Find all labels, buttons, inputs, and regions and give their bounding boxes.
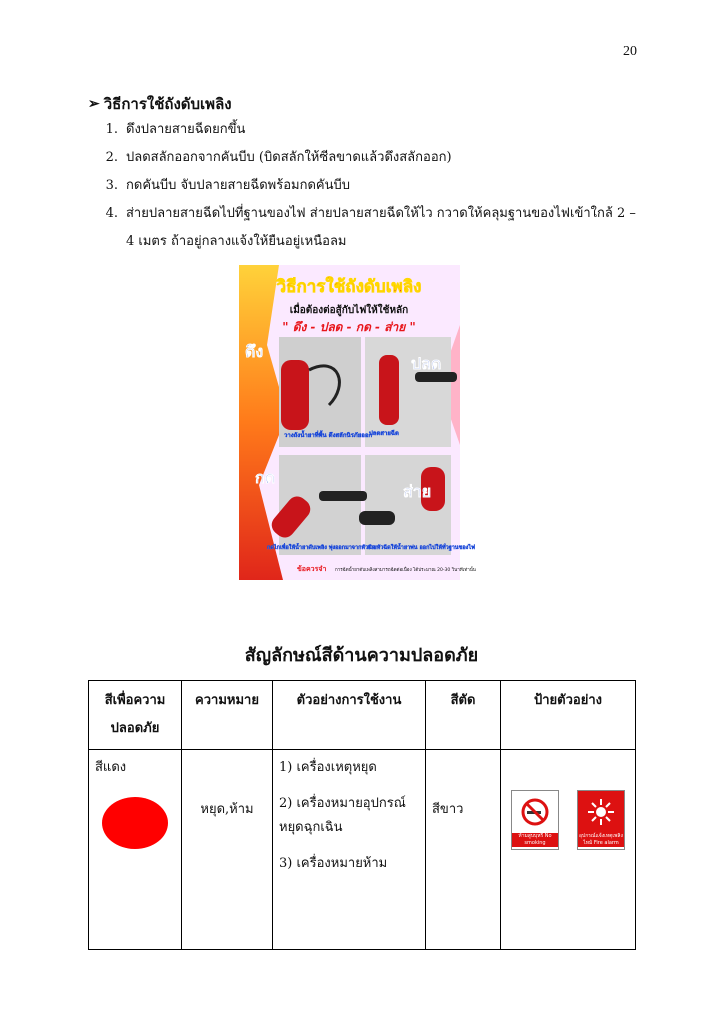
poster-title: วิธีการใช้ถังดับเพลิง: [276, 277, 422, 297]
color-name: สีแดง: [95, 760, 127, 775]
header-meaning: ความหมาย: [182, 681, 273, 750]
list-item: [88, 116, 648, 144]
no-smoking-caption: ห้ามสูบบุหรี่ No smoking: [512, 833, 558, 847]
poster-label-pull: ดึง: [245, 342, 264, 361]
fire-alarm-sign: [577, 790, 625, 850]
header-sample-signs: ป้ายตัวอย่าง: [501, 681, 636, 750]
poster-label-press: กด: [255, 468, 276, 487]
poster-label-release: ปลด: [411, 354, 442, 373]
poster-graphic: [239, 265, 476, 580]
header-safety-color: สีเพื่อความปลอดภัย: [89, 681, 182, 750]
step-number: 4.: [105, 206, 118, 221]
cell-sample-signs: [501, 750, 636, 950]
header-examples: ตัวอย่างการใช้งาน: [273, 681, 426, 750]
poster-caption-pull: วางถังน้ำยาที่พื้น ดึงสลักนิรภัยออก: [284, 432, 373, 439]
step-text: ดึงปลายสายฉีดยกขึ้น: [126, 122, 246, 137]
table-title: สัญลักษณ์สีด้านความปลอดภัย: [244, 645, 479, 666]
steps-list: [88, 116, 648, 256]
poster-caption-release: ปลดสายฉีด: [369, 430, 399, 437]
poster-caption-press: กดไกเพื่อให้น้ำยาดับเพลิง พุ่งออกมาจากหัวฉีด: [267, 545, 376, 551]
poster-label-sweep: ส่าย: [403, 482, 432, 501]
step-number: 3.: [105, 178, 118, 193]
section-heading-text: วิธีการใช้ถังดับเพลิง: [103, 95, 232, 113]
fire-alarm-icon: [578, 791, 624, 833]
list-item: [88, 144, 648, 172]
table-header-row: [89, 681, 636, 750]
no-smoking-sign: [511, 790, 559, 850]
examples-list: [279, 756, 419, 876]
poster-subtitle: เมื่อต้องต่อสู้กับไฟให้ใช้หลัก: [289, 305, 409, 316]
arrow-bullet-icon: ➢: [88, 96, 100, 112]
cell-contrast: สีขาว: [426, 750, 501, 950]
poster-caption-sweep: ส่ายหัวฉีดให้น้ำยาพ่น ออกไปให้ทั่วฐานของไฟ: [367, 545, 475, 551]
header-contrast: สีตัด: [426, 681, 501, 750]
poster-slogan: " ดึง - ปลด - กด - ส่าย ": [282, 320, 416, 334]
fire-alarm-caption: อุปกรณ์แจ้งเหตุเพลิงไหม้ Fire alarm: [579, 833, 623, 846]
step-text: กดคันบีบ จับปลายสายฉีดพร้อมกดคันบีบ: [126, 178, 351, 193]
list-item: [88, 172, 648, 200]
table-row: [89, 750, 636, 950]
red-color-swatch: [102, 797, 168, 849]
step-text: ปลดสลักออกจากคันบีบ (บิดสลักให้ซีลขาดแล้วดึงสลักออก): [126, 150, 452, 165]
sample-signs: [507, 790, 629, 850]
cell-meaning: หยุด,ห้าม: [182, 750, 273, 950]
list-item: 1) เครื่องเหตุหยุด: [279, 760, 377, 775]
step-text: ส่ายปลายสายฉีดไปที่ฐานของไฟ ส่ายปลายสายฉีดให้ไว กวาดให้คลุมฐานของไฟเข้าใกล้ 2 – 4 เมตร ถ้าอยู่กลางแจ้งให้ยืนอยู่เหนือลม: [126, 206, 636, 249]
cell-examples: [273, 750, 426, 950]
step-number: 2.: [105, 150, 118, 165]
safety-color-table: [88, 680, 636, 950]
no-smoking-icon: [512, 791, 558, 833]
step-number: 1.: [105, 122, 118, 137]
page-number: 20: [623, 44, 637, 59]
fire-extinguisher-poster: [239, 265, 476, 580]
list-item: 3) เครื่องหมายห้าม: [279, 856, 388, 871]
poster-note-text: การฉีดน้ำยาดับเพลิงสามารถฉีดต่อเนื่อง ได้ประมาณ 20-30 วินาทีเท่านั้น: [335, 568, 476, 573]
poster-note-label: ข้อควรจำ: [297, 565, 327, 573]
list-item: 2) เครื่องหมายอุปกรณ์หยุดฉุกเฉิน: [279, 796, 406, 835]
section-heading: [88, 92, 232, 116]
list-item: [88, 200, 648, 256]
cell-color: [89, 750, 182, 950]
